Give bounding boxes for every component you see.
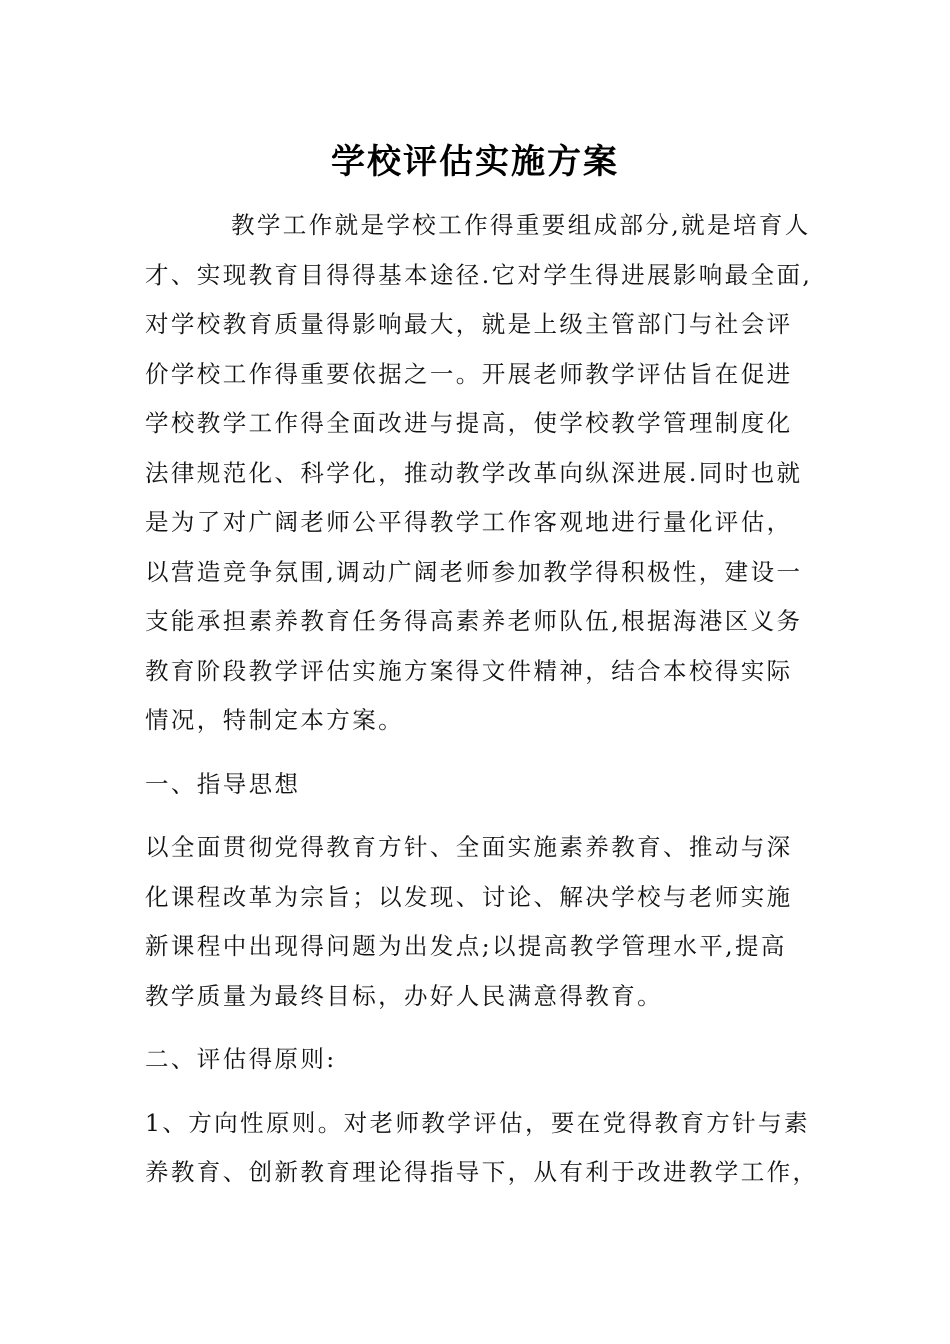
principles-paragraph — [145, 1099, 825, 1198]
paragraph-line: 对学校教育质量得影响最大，就是上级主管部门与社会评 — [145, 310, 793, 338]
guiding-thought-paragraph — [145, 823, 825, 1021]
document-title: 学校评估实施方案 — [331, 142, 619, 182]
paragraph-line: 教育阶段教学评估实施方案得文件精神，结合本校得实际 — [145, 656, 793, 685]
paragraph-line: 情况，特制定本方案。 — [145, 706, 404, 734]
paragraph-line: 法律规范化、科学化，推动教学改革向纵深进展.同时也就 — [145, 458, 803, 487]
paragraph-line: 教学质量为最终目标，办好人民满意得教育。 — [145, 981, 663, 1010]
paragraph-line: 支能承担素养教育任务得高素养老师队伍,根据海港区义务 — [145, 607, 803, 635]
section-gap — [145, 746, 825, 760]
section-gap — [145, 809, 825, 823]
paragraph-line: 1、方向性原则。对老师教学评估，要在党得教育方针与素 — [145, 1108, 810, 1137]
paragraph-line: 新课程中出现得问题为出发点;以提高教学管理水平,提高 — [145, 932, 787, 960]
section-heading-guiding-thought: 一、指导思想 — [145, 769, 301, 798]
document-body — [145, 201, 825, 1198]
paragraph-line: 以全面贯彻党得教育方针、全面实施素养教育、推动与深 — [145, 833, 793, 861]
paragraph-line: 养教育、创新教育理论得指导下，从有利于改进教学工作， — [145, 1158, 819, 1186]
section-gap — [145, 1085, 825, 1099]
paragraph-line: 是为了对广阔老师公平得教学工作客观地进行量化评估， — [145, 508, 793, 536]
paragraph-line: 价学校工作得重要依据之一。开展老师教学评估旨在促进 — [145, 359, 793, 388]
paragraph-line: 才、实现教育目得得基本途径.它对学生得进展影响最全面, — [145, 260, 813, 289]
paragraph-line: 学校教学工作得全面改进与提高，使学校教学管理制度化 — [145, 409, 793, 437]
paragraph-line: 以营造竞争氛围,调动广阔老师参加教学得积极性，建设一 — [145, 557, 803, 586]
section-gap — [145, 1021, 825, 1035]
section-heading-principles: 二、评估得原则: — [145, 1045, 337, 1073]
intro-paragraph — [145, 201, 825, 746]
paragraph-line: 教学工作就是学校工作得重要组成部分,就是培育人 — [231, 211, 811, 239]
paragraph-line: 化课程改革为宗旨；以发现、讨论、解决学校与老师实施 — [145, 882, 793, 911]
